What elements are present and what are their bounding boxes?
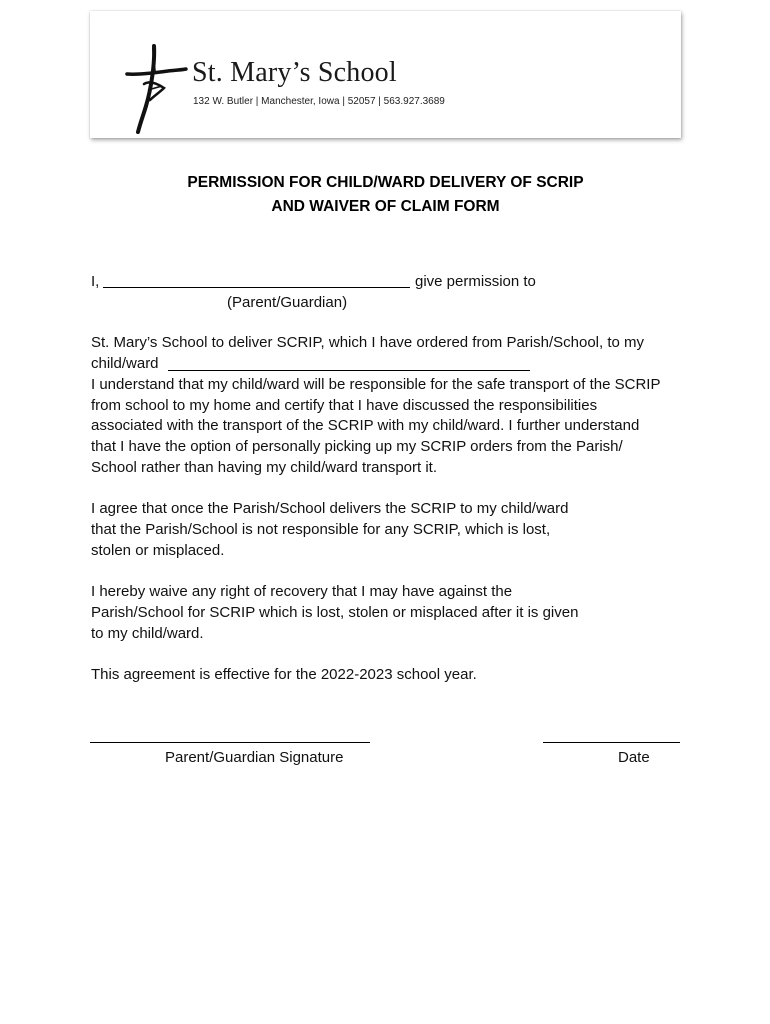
paragraph-1-line-6: that I have the option of personally picking up my SCRIP orders from the Parish/ xyxy=(91,438,623,455)
school-address: 132 W. Butler | Manchester, Iowa | 52057 | 563.927.3689 xyxy=(193,96,445,107)
signature-label: Parent/Guardian Signature xyxy=(165,749,344,766)
permission-prefix: I, xyxy=(91,273,100,290)
form-title-line-1: PERMISSION FOR CHILD/WARD DELIVERY OF SCRIP xyxy=(187,174,584,191)
paragraph-1-line-4: from school to my home and certify that I have discussed the responsibilities xyxy=(91,397,598,414)
paragraph-1-line-3: I understand that my child/ward will be responsible for the safe transport of the SCRIP xyxy=(91,376,661,393)
parent-guardian-caption: (Parent/Guardian) xyxy=(227,294,348,311)
paragraph-1-line-7: School rather than having my child/ward transport it. xyxy=(91,459,438,476)
paragraph-3-line-1: I hereby waive any right of recovery that I may have against the xyxy=(91,583,513,600)
child-ward-name-field[interactable] xyxy=(168,370,530,371)
school-name: St. Mary’s School xyxy=(192,57,397,88)
date-label: Date xyxy=(618,749,650,766)
cross-logo-icon xyxy=(124,44,188,134)
signature-field[interactable] xyxy=(90,742,370,743)
paragraph-3-line-2: Parish/School for SCRIP which is lost, stolen or misplaced after it is given xyxy=(91,604,579,621)
paragraph-2-line-2: that the Parish/School is not responsible for any SCRIP, which is lost, xyxy=(91,521,551,538)
permission-suffix: give permission to xyxy=(415,273,536,290)
paragraph-4-line-1: This agreement is effective for the 2022-2023 school year. xyxy=(91,666,477,683)
paragraph-2-line-3: stolen or misplaced. xyxy=(91,542,225,559)
parent-guardian-name-field[interactable] xyxy=(103,287,410,288)
paragraph-2-line-1: I agree that once the Parish/School delivers the SCRIP to my child/ward xyxy=(91,500,569,517)
paragraph-1-line-1: St. Mary’s School to deliver SCRIP, which I have ordered from Parish/School, to my xyxy=(91,334,645,351)
child-ward-label: child/ward xyxy=(91,355,159,372)
paragraph-1-line-5: associated with the transport of the SCRIP with my child/ward. I further understand xyxy=(91,417,640,434)
paragraph-3-line-3: to my child/ward. xyxy=(91,625,204,642)
date-field[interactable] xyxy=(543,742,680,743)
form-title-line-2: AND WAIVER OF CLAIM FORM xyxy=(271,198,500,215)
